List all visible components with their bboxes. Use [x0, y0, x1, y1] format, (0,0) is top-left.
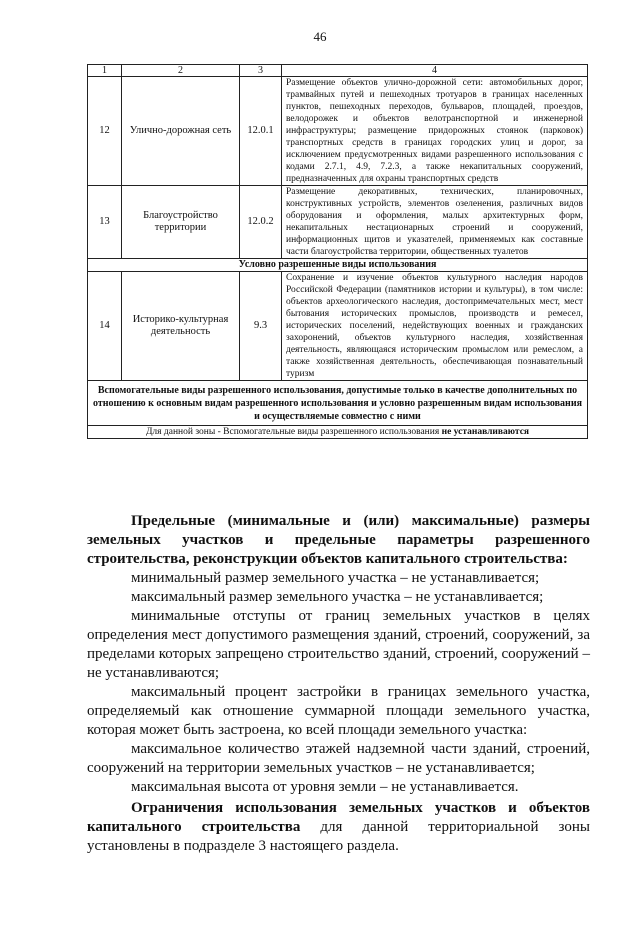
auxiliary-note-prefix: Для данной зоны - Вспомогательные виды разрешенного использования	[145, 427, 442, 437]
row-number: 12	[88, 77, 122, 186]
restrictions-heading: Ограничения использования земельных участков и объектов капитального строительства	[87, 800, 590, 835]
paragraph-building-percent: максимальный процент застройки в границах земельного участка, определяемый как отношение суммарной площади земельного участка, которая может быть застроена, ко всей площади земельного участка:	[87, 684, 590, 738]
body-text	[87, 512, 590, 856]
use-type-name: Улично-дорожная сеть	[122, 77, 240, 186]
table-row	[88, 272, 588, 381]
paragraph-height: максимальная высота от уровня земли – не устанавливается.	[131, 779, 519, 795]
land-use-table	[87, 64, 588, 439]
auxiliary-note-value: не устанавливаются	[441, 427, 530, 437]
auxiliary-note-row	[88, 426, 588, 439]
header-cell-2: 2	[122, 65, 240, 77]
parameters-heading: Предельные (минимальные и (или) максимальные) размеры земельных участков и предельные параметры разрешенного строительства, реконструкции объектов капитального строительства:	[87, 513, 590, 567]
header-cell-4: 4	[282, 65, 588, 77]
auxiliary-section-row	[88, 381, 588, 426]
auxiliary-section-heading: Вспомогательные виды разрешенного использования, допустимые только в качестве дополнительных по отношению к основным видам разрешенного использования и условно разрешенным видам использования и осуществляемые совместно с ними	[88, 381, 588, 426]
paragraph-setbacks: минимальные отступы от границ земельных участков в целях определения мест допустимого размещения зданий, строений, сооружений, за пределами которых запрещено строительство зданий, строений, сооружений – не устанавливаются;	[87, 608, 590, 681]
auxiliary-note	[88, 426, 588, 439]
use-type-description: Сохранение и изучение объектов культурного наследия народов Российской Федерации (памятников истории и культуры), в том числе: объектов археологического наследия, достопримечательных мест, мест бытования исторических промыслов, производств и ремесел, исторических поселений, недействующих военных и гражданских захоронений, объектов культурного наследия, хозяйственная деятельность, являющаяся историческим промыслом или ремеслом, а также хозяйственная деятельность, обеспечивающая познавательный туризм	[282, 272, 588, 381]
row-number: 14	[88, 272, 122, 381]
table-row	[88, 186, 588, 259]
table-row	[88, 77, 588, 186]
use-type-description: Размещение декоративных, технических, планировочных, конструктивных устройств, элементов озеленения, различных видов оборудования и оформления, малых архитектурных форм, некапитальных нестационарных строений и сооружений, информационных щитов и указателей, применяемых как составные части благоустройства территории, общественных туалетов	[282, 186, 588, 259]
use-type-code: 12.0.2	[240, 186, 282, 259]
restrictions-text: для данной территориальной зоны установлены в подразделе 3 настоящего раздела.	[87, 819, 590, 854]
paragraph-floors: максимальное количество этажей надземной части зданий, строений, сооружений на территории земельных участков – не устанавливается;	[87, 741, 590, 776]
row-number: 13	[88, 186, 122, 259]
paragraph-max-size: максимальный размер земельного участка – не устанавливается;	[131, 589, 544, 605]
paragraph-min-size: минимальный размер земельного участка – не устанавливается;	[131, 570, 540, 586]
conditional-section-row	[88, 259, 588, 272]
table-header-row	[88, 65, 588, 77]
conditional-section-heading: Условно разрешенные виды использования	[88, 259, 588, 272]
header-cell-1: 1	[88, 65, 122, 77]
use-type-description: Размещение объектов улично-дорожной сети: автомобильных дорог, трамвайных путей и пешеходных тротуаров в границах населенных пунктов, пешеходных переходов, бульваров, площадей, проездов, велодорожек и объектов велотранспортной и инженерной инфраструктуры; размещение придорожных стоянок (парковок) транспортных средств в границах городских улиц и дорог, за исключением предусмотренных видами разрешенного использования с кодами 2.7.1, 4.9, 7.2.3, а также некапитальных сооружений, предназначенных для охраны транспортных средств	[282, 77, 588, 186]
restrictions-paragraph	[87, 799, 590, 856]
use-type-name: Историко-культурная деятельность	[122, 272, 240, 381]
use-type-code: 12.0.1	[240, 77, 282, 186]
page-number: 46	[313, 29, 327, 44]
use-type-name: Благоустройство территории	[122, 186, 240, 259]
header-cell-3: 3	[240, 65, 282, 77]
use-type-code: 9.3	[240, 272, 282, 381]
